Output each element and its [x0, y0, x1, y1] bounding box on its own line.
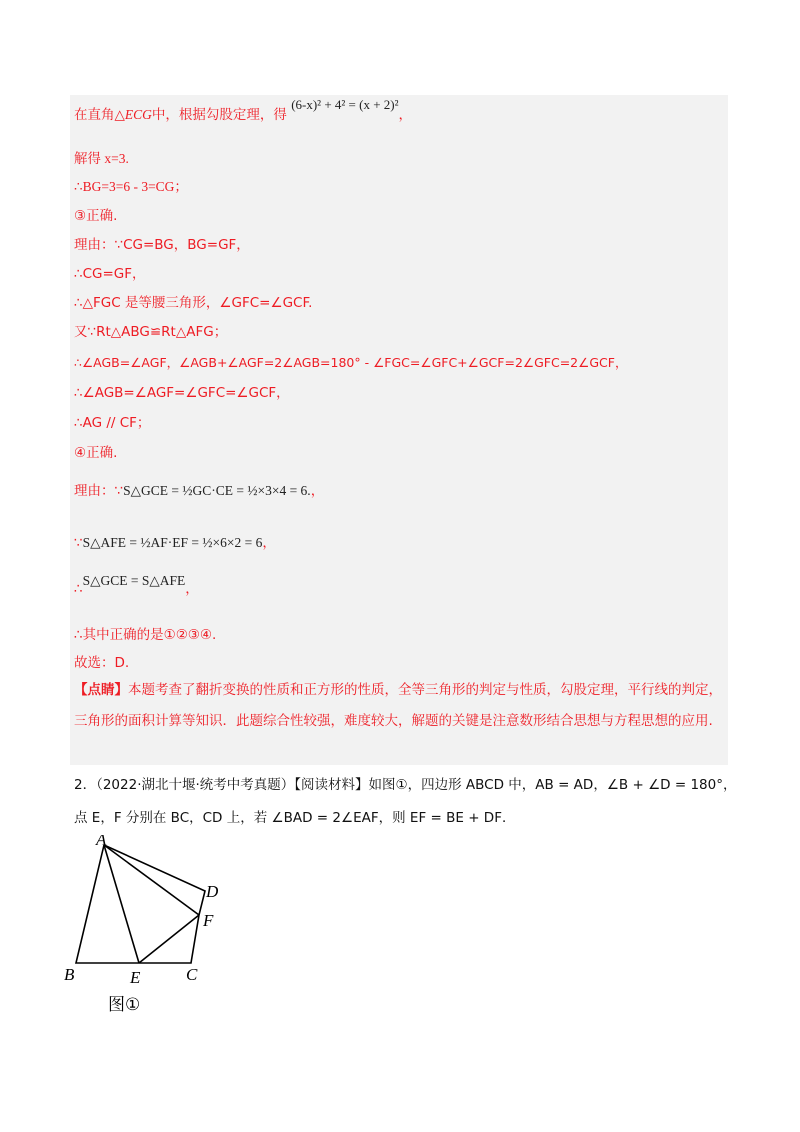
area-afe-equation: S△AFE = ½AF·EF = ½×6×2 = 6: [82, 535, 263, 550]
segment-ae: [104, 845, 139, 963]
quadrilateral-outline: [76, 845, 205, 963]
area-equality: S△GCE = S△AFE: [82, 573, 186, 588]
question-line-1: 2．（2022·湖北十堰·统考中考真题）【阅读材料】如图①，四边形 ABCD 中，AB = AD，∠B + ∠D = 180°，: [74, 777, 737, 793]
area-gce-equation: S△GCE = ½GC·CE = ½×3×4 = 6.: [123, 483, 311, 498]
pythagoras-equation: (6-x)² + 4² = (x + 2)²: [291, 97, 399, 112]
solution-line-10: ∴∠AGB=∠AGF=∠GFC=∠GCF，: [74, 385, 290, 401]
solution-line-7: ∴△FGC 是等腰三角形，∠GFC=∠GCF.: [74, 295, 313, 311]
geometry-figure: [64, 835, 234, 1024]
solution-line-5: 理由：∵CG=BG，BG=GF，: [74, 237, 250, 253]
question-line-2: 点 E，F 分别在 BC，CD 上，若 ∠BAD = 2∠EAF，则 EF = BE + DF．: [74, 810, 516, 826]
quadrilateral-diagram: [64, 835, 234, 1020]
solution-line-14: ∵S△AFE = ½AF·EF = ½×6×2 = 6，: [74, 535, 276, 551]
label-e: E: [130, 968, 141, 987]
segment-ef: [139, 915, 199, 963]
label-f: F: [203, 911, 214, 930]
label-a: A: [96, 835, 107, 849]
solution-line-4: ③正确.: [74, 208, 118, 224]
solution-line-8: 又∵Rt△ABG≌Rt△AFG；: [74, 324, 228, 340]
key-point-note: 【点睛】本题考查了翻折变换的性质和正方形的性质，全等三角形的判定与性质，勾股定理，平行线的判定，三角形的面积计算等知识．此题综合性较强，难度较大，解题的关键是注意数形结合思想与方程思想的应用.: [74, 682, 722, 729]
solution-line-13: 理由：∵S△GCE = ½GC·CE = ½×3×4 = 6.，: [74, 483, 325, 499]
solution-line-16: ∴其中正确的是①②③④.: [74, 627, 217, 643]
solution-line-11: ∴AG // CF；: [74, 415, 151, 431]
label-c: C: [186, 965, 198, 984]
solution-line-6: ∴CG=GF，: [74, 266, 146, 282]
solution-line-3: ∴BG=3=6 - 3=CG；: [74, 179, 188, 194]
solution-line-17: 故选：D.: [74, 655, 130, 671]
solution-line-15: ∴S△GCE = S△AFE，: [74, 573, 199, 597]
solution-line-1: 在直角△ECG中，根据勾股定理，得 (6-x)² + 4² = (x + 2)²，: [74, 97, 413, 123]
solution-line-9: ∴∠AGB=∠AGF，∠AGB+∠AGF=2∠AGB=180° - ∠FGC=∠GFC+∠GCF=2∠GFC=2∠GCF，: [74, 355, 628, 370]
solution-line-2: 解得 x=3.: [74, 151, 129, 166]
figure-caption: 图①: [108, 995, 141, 1015]
segment-af: [104, 845, 199, 915]
solution-line-12: ④正确.: [74, 445, 118, 461]
label-d: D: [206, 882, 219, 901]
label-b: B: [64, 965, 75, 984]
